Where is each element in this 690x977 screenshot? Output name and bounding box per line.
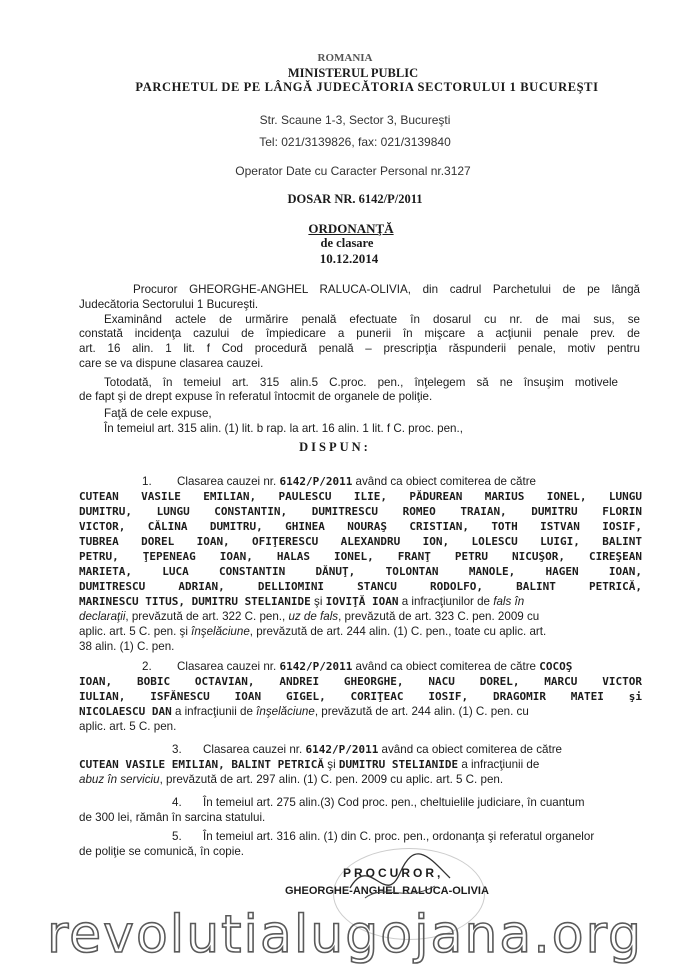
intro-line: Examinând actele de urmărire penală efectuate în dosarul cu nr. de mai sus, se: [104, 313, 640, 326]
p2-line5: aplic. art. 5 C. pen.: [79, 720, 177, 733]
intro-line: Faţă de cele expuse,: [104, 407, 212, 420]
office-heading: PARCHETUL DE PE LÂNGĂ JUDECĂTORIA SECTORULUI 1 BUCUREŞTI: [135, 80, 599, 94]
item-number: 1.: [142, 475, 152, 488]
p1-names-line: CUTEAN VASILE EMILIAN, PAULESCU ILIE, PĂDUREAN MARIUS IONEL, LUNGU: [79, 490, 642, 503]
intro-line: Procuror GHEORGHE-ANGHEL RALUCA-OLIVIA, din cadrul Parchetului de pe lângă: [133, 283, 640, 296]
document-subtitle: de clasare: [320, 236, 374, 250]
item-number: 4.: [172, 796, 182, 809]
p2-line4: NICOLAESCU DAN a infracţiunii de înşelăciune, prevăzută de art. 244 alin. (1) C. pen. cu: [79, 705, 529, 718]
document-title: ORDONANŢĂ: [308, 221, 394, 236]
intro-line: Totodată, în temeiul art. 315 alin.5 C.proc. pen., înţelegem să ne însuşim motivele: [104, 376, 618, 389]
site-watermark: revolutialugojana.org: [46, 905, 644, 965]
intro-line: de fapt şi de drept expuse în referatul întocmit de organele de poliţie.: [79, 390, 433, 403]
dispun-heading: DISPUN:: [299, 440, 371, 454]
ministry-heading: MINISTERUL PUBLIC: [287, 66, 419, 80]
intro-line: care se va dispune clasarea cauzei.: [79, 357, 264, 370]
signature-name: GHEORGHE-ANGHEL RALUCA-OLIVIA: [285, 885, 489, 897]
p5-line1: În temeiul art. 316 alin. (1) din C. proc. pen., ordonanţa şi referatul organelor: [203, 830, 595, 843]
p2-line1: Clasarea cauzei nr. 6142/P/2011 având ca obiect comiterea de către COCOŞ: [177, 660, 573, 673]
p1-line9: MARINESCU TITUS, DUMITRU STELIANIDE şi IOVIŢĂ IOAN a infracţiunilor de fals în: [79, 595, 525, 608]
intro-line: În temeiul art. 315 alin. (1) lit. b rap. la art. 16 alin. 1 lit. f C. proc. pen.,: [104, 422, 463, 435]
p1-names-line: MARIETA, LUCA CONSTANTIN DĂNUŢ, TOLONTAN MANOLE, HAGEN IOAN,: [79, 565, 642, 578]
phone-line: Tel: 021/3139826, fax: 021/3139840: [259, 135, 451, 149]
p1-line1: Clasarea cauzei nr. 6142/P/2011 având ca obiect comiterea de către: [177, 475, 536, 488]
p1-names-line: PETRU, ŢEPENEAG IOAN, HALAS IONEL, FRANŢ PETRU NICUŞOR, CIREŞEAN: [79, 550, 642, 563]
country-heading: ROMANIA: [317, 52, 373, 64]
p3-line3: abuz în serviciu, prevăzută de art. 297 alin. (1) C. pen. 2009 cu aplic. art. 5 C. pen.: [79, 773, 504, 786]
item-number: 2.: [142, 660, 152, 673]
p3-line2: CUTEAN VASILE EMILIAN, BALINT PETRICĂ şi DUMITRU STELIANIDE a infracţiunii de: [79, 758, 540, 771]
p1-line12: 38 alin. (1) C. pen.: [79, 640, 175, 653]
intro-line: Judecătoria Sectorului 1 Bucureşti.: [79, 298, 259, 311]
p1-names-line: TUBREA DOREL IOAN, OFIŢERESCU ALEXANDRU ION, LOLESCU LUIGI, BALINT: [79, 535, 642, 548]
p1-names-line: DUMITRESCU ADRIAN, DELLIOMINI STANCU RODOLFO, BALINT PETRICĂ,: [79, 580, 642, 593]
dosar-number: DOSAR NR. 6142/P/2011: [287, 192, 423, 206]
p1-names-line: DUMITRU, LUNGU CONSTANTIN, DUMITRESCU ROMEO TRAIAN, DUMITRU FLORIN: [79, 505, 642, 518]
p2-names-line: IULIAN, ISFĂNESCU IOAN GIGEL, CORIŢEAC IOSIF, DRAGOMIR MATEI şi: [79, 690, 642, 703]
p3-line1: Clasarea cauzei nr. 6142/P/2011 având ca obiect comiterea de către: [203, 743, 562, 756]
item-number: 5.: [172, 830, 182, 843]
item-number: 3.: [172, 743, 182, 756]
p1-line11: aplic. art. 5 C. pen. şi înşelăciune, prevăzută de art. 244 alin. (1) C. pen., toate cu aplic. art.: [79, 625, 547, 638]
intro-line: art. 16 alin. 1 lit. f Cod procedură penală – prescripţia răspunderii penale, motiv pentru: [79, 342, 640, 355]
p5-line2: de poliţie se comunică, în copie.: [79, 845, 244, 858]
address-line: Str. Scaune 1-3, Sector 3, Bucureşti: [259, 113, 451, 127]
intro-line: constată incidenţa cazului de împiedicare a punerii în mişcare a acţiunii penale prev. de: [79, 327, 640, 340]
p4-line2: de 300 lei, rămân în sarcina statului.: [79, 811, 266, 824]
p4-line1: În temeiul art. 275 alin.(3) Cod proc. pen., cheltuielile judiciare, în cuantum: [203, 796, 585, 809]
signature-title: PROCUROR,: [343, 866, 444, 880]
p1-line10: declaraţii, prevăzută de art. 322 C. pen., uz de fals, prevăzută de art. 323 C. pen. 2009 cu: [79, 610, 540, 623]
document-date: 10.12.2014: [319, 251, 379, 266]
p1-names-line: VICTOR, CĂLINA DUMITRU, GHINEA NOURAŞ CRISTIAN, TOTH ISTVAN IOSIF,: [79, 520, 642, 533]
operator-line: Operator Date cu Caracter Personal nr.3127: [235, 164, 471, 178]
p2-names-line: IOAN, BOBIC OCTAVIAN, ANDREI GHEORGHE, NACU DOREL, MARCU VICTOR: [79, 675, 642, 688]
